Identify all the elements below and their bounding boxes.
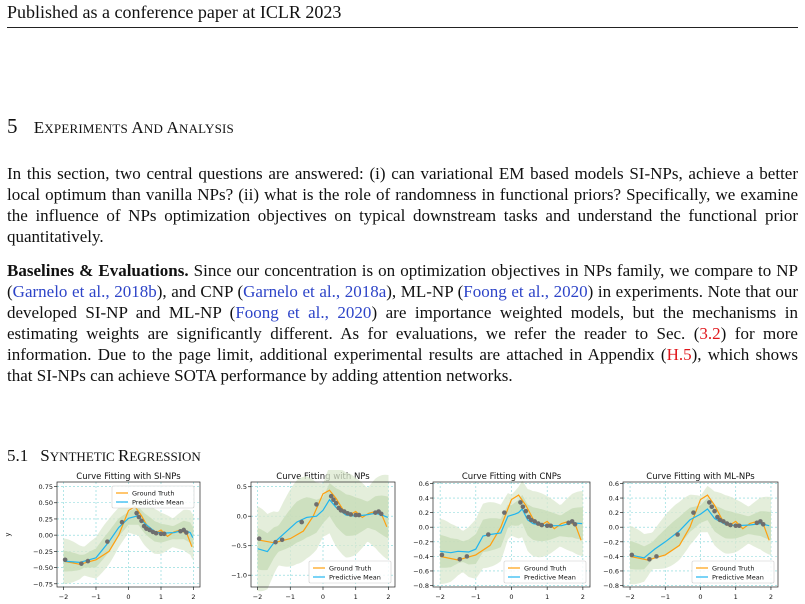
heading-text: EGRESSION: [129, 449, 201, 464]
x-tick-label: 2: [386, 593, 391, 601]
context-point: [737, 523, 742, 528]
context-point: [457, 557, 462, 562]
y-tick-label: 0.00: [38, 531, 53, 540]
heading-text: R: [117, 446, 130, 465]
x-tick-label: −2: [435, 593, 445, 601]
y-axis-label: y: [4, 532, 12, 537]
context-point: [521, 504, 526, 509]
citation-link[interactable]: Garnelo et al., 2018b: [12, 282, 157, 301]
plot-si-nps: [0, 470, 205, 604]
plot-title: Curve Fitting with CNPs: [461, 472, 562, 482]
plot-ml-nps: [595, 470, 805, 604]
context-point: [691, 510, 696, 515]
y-tick-label: −0.25: [33, 547, 53, 556]
y-tick-label: 0.2: [418, 509, 429, 518]
context-point: [334, 501, 339, 506]
context-point: [184, 530, 189, 535]
plot-title: Curve Fitting with NPs: [276, 472, 370, 482]
context-point: [314, 502, 319, 507]
context-point: [709, 504, 714, 509]
y-tick-label: −0.6: [413, 567, 429, 576]
intro-paragraph: In this section, two central questions are answered: (i) can variational EM based models SI-NPs, achieve a better local optimum than vanilla NPs? (ii) what is the role of randomness in functional priors? Specifically, we examine the influence of NPs optimization objectives on typical downstream tasks and understand the functional prior quantitatively.: [7, 164, 798, 246]
x-tick-label: 0: [126, 593, 131, 601]
context-point: [486, 532, 491, 537]
citation-link[interactable]: Garnelo et al., 2018a: [243, 282, 387, 301]
plot-cnps: [400, 470, 595, 604]
context-point: [257, 536, 262, 541]
context-point: [79, 561, 84, 566]
context-point: [465, 554, 470, 559]
y-tick-label: 0.0: [236, 512, 247, 521]
context-point: [63, 557, 68, 562]
curve-fitting-figure: [0, 470, 805, 604]
context-point: [349, 512, 354, 517]
x-tick-label: 1: [545, 593, 550, 601]
y-tick-label: 0.2: [608, 509, 619, 518]
y-tick-label: −1.0: [231, 571, 247, 580]
heading-text: XPERIMENTS: [44, 121, 132, 136]
context-point: [120, 520, 125, 525]
subsection-number: 5.1: [7, 446, 29, 465]
plot-title: Curve Fitting with SI-NPs: [76, 472, 181, 482]
heading-text: S: [40, 446, 50, 465]
y-tick-label: 0.6: [418, 479, 429, 488]
baselines-paragraph: Baselines & Evaluations. Since our concentration is on optimization objectives in NPs family, we compare to NP (Garnelo et al., 2018b), and CNP (Garnelo et al., 2018a), ML-NP (Foong et al., 2020) in experiments. Note that our developed SI-NP and ML-NP (Foong et al., 2020) are importance weighted models, but the mechanisms in estimating weights are significantly different. As for evaluations, we refer the reader to Sec. (3.2) for more information. Due to the page limit, additional experimental results are attached in Appendix (H.5), which shows that SI-NPs can achieve SOTA performance by adding attention networks.: [7, 261, 798, 385]
context-point: [162, 532, 167, 537]
x-tick-label: 0: [698, 593, 703, 601]
x-tick-label: −1: [660, 593, 671, 601]
context-point: [712, 509, 717, 514]
section-title: [34, 114, 234, 138]
y-tick-label: −0.4: [603, 552, 619, 561]
x-tick-label: −1: [91, 593, 101, 601]
context-point: [86, 559, 91, 564]
context-point: [728, 523, 733, 528]
context-point: [523, 509, 528, 514]
section-number: 5: [7, 114, 18, 138]
legend-truth-label: Ground Truth: [132, 489, 175, 498]
legend-truth-label: Ground Truth: [712, 564, 755, 573]
y-tick-label: −0.2: [603, 538, 619, 547]
y-tick-label: −0.8: [413, 582, 429, 591]
context-point: [134, 511, 139, 516]
heading-text: E: [33, 118, 45, 137]
y-tick-label: 0.6: [608, 479, 619, 488]
section-heading: [7, 114, 234, 139]
y-tick-label: −0.8: [603, 582, 619, 591]
context-point: [707, 500, 712, 505]
y-tick-label: 0.25: [38, 515, 53, 524]
x-tick-label: −2: [58, 593, 69, 601]
x-tick-label: 2: [580, 593, 585, 601]
heading-text: ND: [143, 121, 167, 136]
legend-mean-label: Predictive Mean: [329, 573, 381, 582]
context-point: [573, 522, 578, 527]
context-point: [647, 557, 652, 562]
legend-mean-label: Predictive Mean: [712, 573, 764, 582]
context-point: [518, 500, 523, 505]
x-tick-label: −2: [625, 593, 635, 601]
x-tick-label: 0: [320, 593, 326, 601]
context-point: [540, 523, 545, 528]
context-point: [654, 554, 659, 559]
y-tick-label: −0.5: [231, 542, 247, 551]
context-point: [299, 520, 304, 525]
heading-text: NALYSIS: [178, 121, 234, 136]
legend-mean-label: Predictive Mean: [524, 573, 576, 582]
context-point: [630, 553, 635, 558]
y-tick-label: 0.75: [38, 483, 53, 492]
heading-text: A: [166, 118, 179, 137]
context-point: [440, 553, 445, 558]
appendix-ref-link[interactable]: H.5: [666, 345, 692, 364]
context-point: [273, 540, 278, 545]
x-tick-label: 2: [768, 593, 774, 601]
context-point: [548, 523, 553, 528]
y-tick-label: −0.75: [33, 580, 53, 589]
x-tick-label: −1: [471, 593, 481, 601]
y-tick-label: −0.6: [603, 567, 619, 576]
header-rule: [7, 27, 798, 28]
x-tick-label: 1: [353, 593, 358, 601]
heading-text: A: [131, 118, 144, 137]
x-tick-label: 1: [158, 593, 164, 601]
context-point: [139, 519, 144, 524]
context-point: [502, 510, 507, 515]
legend-mean-label: Predictive Mean: [132, 498, 184, 507]
context-point: [675, 532, 680, 537]
x-tick-label: −2: [252, 593, 263, 601]
x-tick-label: 0: [509, 593, 514, 601]
plot-title: Curve Fitting with ML-NPs: [646, 472, 755, 482]
x-tick-label: 2: [191, 593, 196, 601]
context-point: [761, 522, 766, 527]
x-tick-label: 1: [733, 593, 738, 601]
y-tick-label: 0.4: [608, 494, 619, 503]
x-tick-label: −1: [285, 593, 296, 601]
y-tick-label: −0.4: [413, 552, 429, 561]
y-tick-label: 0.50: [38, 499, 53, 508]
context-point: [357, 513, 362, 518]
running-header: Published as a conference paper at ICLR 2023: [7, 2, 342, 22]
y-tick-label: −0.50: [33, 564, 53, 573]
citation-link[interactable]: Foong et al., 2020: [463, 282, 588, 301]
context-point: [154, 531, 159, 536]
y-tick-label: 0.0: [608, 523, 619, 532]
y-tick-label: 0.5: [236, 483, 247, 492]
context-point: [379, 512, 384, 517]
context-point: [105, 539, 110, 544]
context-point: [280, 538, 285, 543]
legend-truth-label: Ground Truth: [524, 564, 567, 573]
subsection-title: [40, 446, 201, 465]
citation-link[interactable]: Foong et al., 2020: [235, 303, 372, 322]
y-tick-label: −0.2: [413, 538, 429, 547]
context-point: [137, 515, 142, 520]
y-tick-label: 0.4: [418, 494, 429, 503]
paragraph-lead: Baselines & Evaluations.: [7, 261, 189, 280]
y-tick-label: 0.0: [418, 523, 429, 532]
plot-nps: [205, 470, 400, 604]
subsection-heading: [7, 446, 201, 466]
section-ref-link[interactable]: 3.2: [699, 324, 721, 343]
heading-text: YNTHETIC: [49, 449, 118, 464]
legend-truth-label: Ground Truth: [329, 564, 372, 573]
